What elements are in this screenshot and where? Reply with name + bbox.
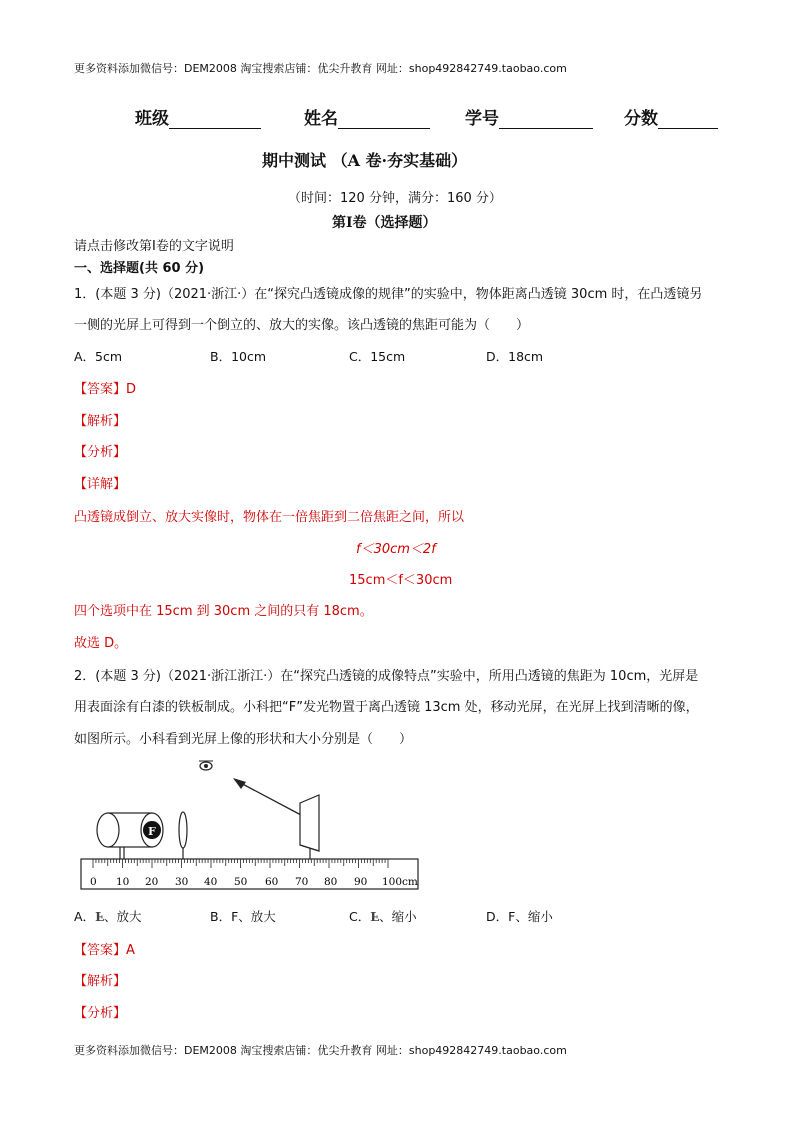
- exam-title: 期中测试 （A 卷·夯实基础）: [262, 151, 468, 170]
- q1-line1: 1．(本题 3 分)（2021·浙江·）在“探究凸透镜成像的规律”的实验中，物体距离凸透镜 30cm 时，在凸透镜另: [74, 287, 703, 302]
- page-header: 更多资料添加微信号：DEM2008 淘宝搜索店铺：优尖升教育 网址：shop492842749.taobao.com: [74, 62, 567, 75]
- ruler-unit: cm: [402, 876, 418, 888]
- upside-down-f-glyph: F: [95, 909, 104, 924]
- score-label: 分数: [624, 109, 658, 129]
- upside-down-f-glyph: F: [370, 909, 380, 924]
- class-blank[interactable]: [169, 110, 261, 129]
- q2-line2: 用表面涂有白漆的铁板制成。小科把“F”发光物置于离凸透镜 13cm 处，移动光屏，在光屏上找到清晰的像，: [74, 700, 699, 715]
- ruler-tick-label: 80: [324, 876, 338, 888]
- id-field: [465, 104, 593, 129]
- optics-bench-figure: [70, 755, 430, 895]
- ruler-tick-label: 0: [90, 876, 97, 888]
- q2-option-b-prefix: B．: [210, 909, 232, 924]
- q2-fenxi-label: 【分析】: [74, 1006, 127, 1021]
- ruler-tick-label: 30: [175, 876, 189, 888]
- name-label: 姓名: [304, 109, 338, 129]
- class-label: 班级: [135, 109, 169, 129]
- q2-line3: 如图所示。小科看到光屏上像的形状和大小分别是（ ）: [74, 732, 413, 747]
- q1-line2: 一侧的光屏上可得到一个倒立的、放大的实像。该凸透镜的焦距可能为（ ）: [74, 318, 530, 333]
- q2-option-d[interactable]: [486, 907, 553, 925]
- ruler-tick-label: 50: [234, 876, 248, 888]
- q2-option-c-prefix: C．: [349, 909, 371, 924]
- q1-analysis-label: 【解析】: [74, 414, 127, 429]
- q1-answer: 【答案】D: [74, 382, 137, 397]
- eye-icon: [199, 761, 213, 770]
- q1-detail-label: 【详解】: [74, 477, 127, 492]
- q1-explain1: 凸透镜成倒立、放大实像时，物体在一倍焦距到二倍焦距之间，所以: [74, 510, 465, 525]
- q1-conclusion: 故选 D。: [74, 636, 128, 651]
- ruler-tick-label: 40: [204, 876, 218, 888]
- q2-analysis-label: 【解析】: [74, 974, 127, 989]
- q2-option-a[interactable]: [74, 907, 141, 925]
- optical-bench-ruler: [81, 859, 418, 889]
- q2-option-c-text: 、缩小: [379, 909, 417, 924]
- section-title: 第Ⅰ卷（选择题）: [332, 215, 437, 231]
- q1-fenxi-label: 【分析】: [74, 445, 127, 460]
- part-one-heading: 一、选择题(共 60 分): [74, 261, 205, 276]
- page-footer: 更多资料添加微信号：DEM2008 淘宝搜索店铺：优尖升教育 网址：shop492842749.taobao.com: [74, 1044, 567, 1057]
- q2-answer: 【答案】A: [74, 943, 135, 958]
- q2-option-a-prefix: A．: [74, 909, 96, 924]
- light-source: [97, 813, 163, 859]
- q1-explain2: 四个选项中在 15cm 到 30cm 之间的只有 18cm。: [74, 604, 373, 619]
- ruler-tick-label: 100: [382, 876, 403, 888]
- q2-option-b[interactable]: [210, 907, 276, 925]
- id-blank[interactable]: [499, 110, 593, 129]
- q1-option-c[interactable]: C．15cm: [349, 349, 406, 364]
- sight-line-arrow: [233, 778, 301, 815]
- q2-option-b-text: F、放大: [231, 909, 276, 924]
- section-note[interactable]: 请点击修改第Ⅰ卷的文字说明: [74, 239, 234, 254]
- q1-option-a[interactable]: A．5cm: [74, 349, 123, 364]
- score-blank[interactable]: [658, 110, 718, 129]
- q2-option-d-prefix: D．: [486, 909, 509, 924]
- score-field: [624, 104, 718, 129]
- q1-option-b[interactable]: B．10cm: [210, 349, 267, 364]
- ruler-tick-label: 90: [354, 876, 368, 888]
- ruler-tick-label: 70: [295, 876, 309, 888]
- ruler-tick-label: 10: [116, 876, 130, 888]
- q1-option-d[interactable]: D．18cm: [486, 349, 544, 364]
- q2-option-c[interactable]: [349, 907, 417, 925]
- object-letter: F: [148, 825, 156, 838]
- q1-formula1: f＜30cm＜2f: [356, 542, 436, 557]
- convex-lens: [179, 812, 187, 859]
- class-field: [135, 104, 261, 129]
- q2-option-d-text: F、缩小: [508, 909, 553, 924]
- ruler-tick-label: 20: [145, 876, 159, 888]
- q2-option-a-text: 、放大: [103, 909, 142, 924]
- light-screen: [300, 795, 319, 859]
- time-score: （时间：120 分钟，满分：160 分）: [288, 191, 502, 206]
- q1-formula2: 15cm＜f＜30cm: [349, 573, 453, 588]
- q2-line1: 2．(本题 3 分)（2021·浙江浙江·）在“探究凸透镜的成像特点”实验中，所用凸透镜的焦距为 10cm，光屏是: [74, 669, 699, 684]
- ruler-tick-label: 60: [265, 876, 279, 888]
- id-label: 学号: [465, 109, 499, 129]
- name-field: [304, 104, 430, 129]
- name-blank[interactable]: [338, 110, 430, 129]
